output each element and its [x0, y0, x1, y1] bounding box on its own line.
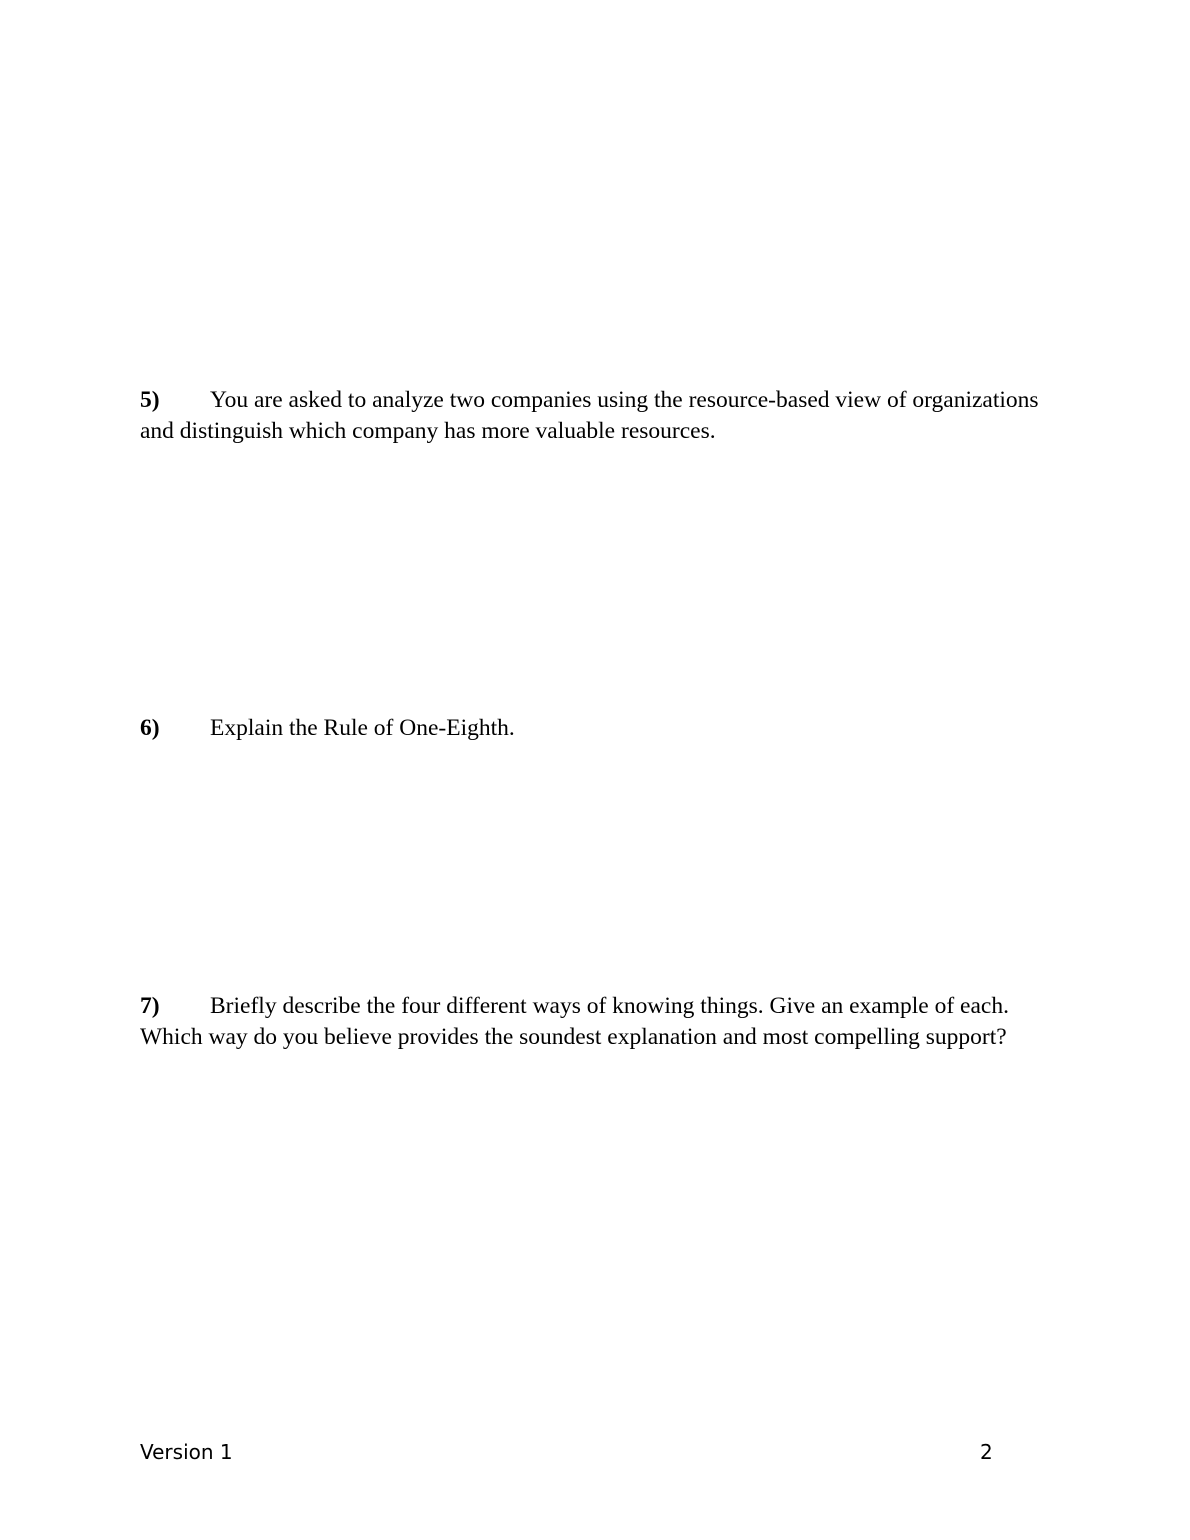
question-text: Briefly describe the four different ways of knowing things. Give an example of each. Which way do you believe provides the soundest explanation and most compelling support?: [140, 993, 1009, 1050]
question-7: [140, 991, 1050, 1053]
question-text: You are asked to analyze two companies using the resource-based view of organizations and distinguish which company has more valuable resources.: [140, 387, 1039, 444]
question-6: [140, 713, 1050, 744]
question-number: 7): [140, 993, 160, 1019]
question-number: 5): [140, 387, 160, 413]
question-number: 6): [140, 715, 160, 741]
page-number: 2: [980, 1440, 993, 1464]
footer-version: Version 1: [140, 1440, 233, 1464]
question-5: [140, 385, 1050, 447]
question-text: Explain the Rule of One-Eighth.: [210, 715, 515, 741]
